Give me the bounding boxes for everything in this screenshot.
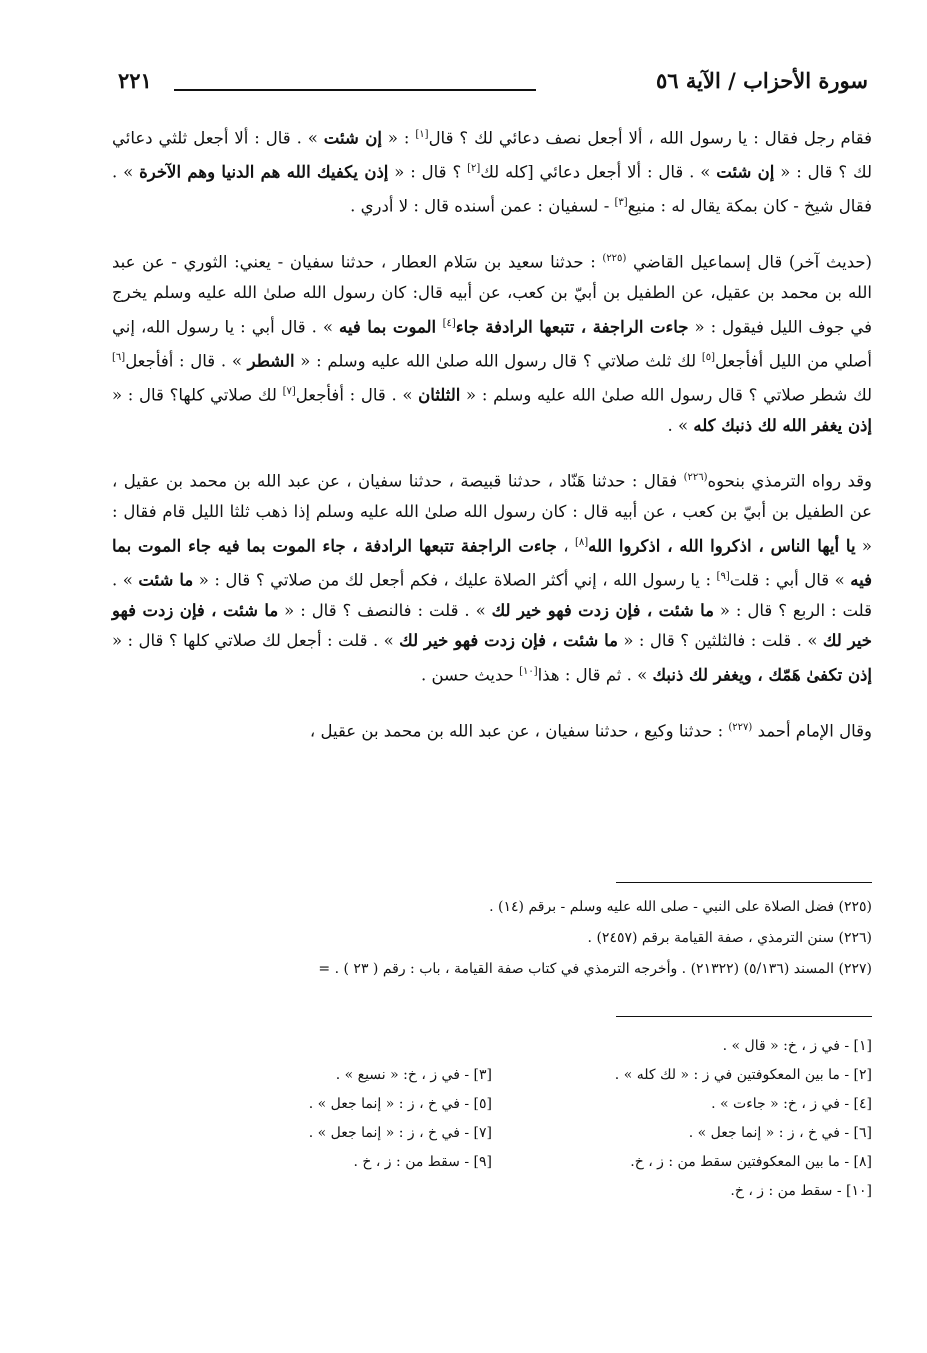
hadith-quote: جاءت الراجفة ، تتبعها الرادفة جاء — [455, 317, 689, 336]
hadith-quote: الموت بما فيه — [339, 317, 443, 336]
variant-marker: [٢] — [467, 163, 481, 174]
text-run: » . قال أبي : يا رسول الله، إني أصلي من الليل أفأجعل — [112, 317, 872, 370]
variant-note: [٥] - في خ ، ز : « إنما جعل » . — [308, 1096, 492, 1112]
text-run: » . قال : ألا أجعل ثلثي دعائي لك ؟ قال : « — [112, 128, 872, 182]
variant-marker: [٦] — [112, 351, 126, 363]
running-header — [118, 62, 868, 102]
variant-row — [112, 1090, 872, 1119]
variant-row — [112, 1119, 872, 1148]
variant-note: [١] - في ز ، خ: « قال » . — [722, 1038, 872, 1054]
variant-note: [٦] - في خ ، ز : « إنما جعل » . — [688, 1125, 872, 1141]
hadith-quote: الشطر — [247, 351, 295, 370]
footnote-marker: (٢٢٦) — [683, 472, 708, 483]
variant-marker: [١] — [415, 129, 429, 140]
variant-note: [٨] - ما بين المعكوفتين سقط من : ز ، خ. — [630, 1154, 872, 1170]
hadith-quote: الثلثان — [418, 385, 461, 404]
footnote-separator — [616, 882, 872, 883]
variants-separator — [616, 1016, 872, 1017]
hadith-quote: جاءت الراجفة تتبعها الرادفة ، جاء الموت بما فيه جاء الموت بما فيه — [112, 536, 873, 589]
variant-marker: [٣] — [614, 197, 628, 208]
footnote-226: (٢٢٦) سنن الترمذي ، صفة القيامة برقم (٢٤٥٧) . — [587, 930, 872, 946]
hadith-quote: ما شئت ، فإن زدت فهو خير لك — [112, 600, 872, 650]
manuscript-variants — [112, 1032, 872, 1206]
text-run: لك صلاتي كلها؟ قال : « — [112, 385, 283, 404]
variant-marker: [٩] — [716, 570, 730, 582]
footnote-marker: (٢٢٧) — [728, 721, 753, 733]
text-run: - لسفيان : عمن أسنده قال : لا أدري . — [350, 196, 615, 216]
hadith-quote: ما شئت ، فإن زدت فهو خير لك — [491, 600, 714, 620]
text-run: » . قلت : فالثلثين ؟ قال : « — [617, 631, 823, 650]
text-run: : حدثنا سعيد بن سَلام العطار ، حدثنا سفيان - يعني: الثوري - عن عبد الله بن محمد بن عقيل، عن الطفيل بن أبيّ بن كعب، عن أبيه قال: كان رسول الله صلىٰ الله عليه وسلم يخرج في جوف الليل فيقول : « — [112, 252, 872, 336]
surah-title: سورة الأحزاب / الآية ٥٦ — [656, 68, 868, 93]
text-run: » . قال : أفأجعل — [125, 351, 248, 370]
text-run: » . ثم قال : هذا — [537, 665, 653, 684]
hadith-quote: إن شئت — [323, 128, 382, 148]
variant-marker: [٨] — [574, 536, 589, 548]
text-run: » . قلت : أجعل لك صلاتي كلها ؟ قال : « — [112, 631, 400, 650]
hadith-quote: إذن تكفىٰ هَمّك ، ويغفر لك ذنبك — [652, 665, 872, 684]
paragraph-3 — [112, 463, 872, 691]
text-run: (حديث آخر) قال إسماعيل القاضي — [626, 252, 872, 272]
text-run: » . — [667, 415, 694, 435]
variant-row — [112, 1177, 872, 1206]
footnote-marker: (٢٢٥) — [602, 253, 627, 264]
footnotes — [112, 892, 872, 985]
text-run: » . فقال شيخ - كان بمكة يقال له : منيع — [112, 162, 872, 216]
text-run: لك ثلث صلاتي ؟ قال رسول الله صلىٰ الله عليه وسلم : « — [294, 351, 702, 370]
main-text — [112, 120, 872, 769]
paragraph-1 — [112, 120, 872, 222]
variant-marker: [٥] — [701, 351, 715, 363]
hadith-quote: إذن يكفيك الله هم الدنيا وهم الآخرة — [139, 162, 389, 182]
text-run: » . قال : أفأجعل — [295, 385, 419, 404]
variant-note: [٧] - في خ ، ز : « إنما جعل » . — [308, 1125, 492, 1141]
text-run: ؟ قال : « — [388, 162, 468, 182]
footnote-227: (٢٢٧) المسند (٥/١٣٦) (٢١٣٢٢) . وأخرجه الترمذي في كتاب صفة القيامة ، باب : رقم ( ٢٣ ) . = — [318, 961, 872, 977]
variant-note: [٢] - ما بين المعكوفتين في ز : « لك كله » . — [614, 1067, 872, 1083]
hadith-quote: يا أيها الناس ، اذكروا الله ، اذكروا الله — [588, 536, 856, 555]
text-run: وقد رواه الترمذي بنحوه — [707, 471, 872, 491]
header-rule — [174, 89, 536, 91]
text-run: » قال أبي : قلت — [729, 570, 851, 589]
variant-marker: [٧] — [282, 385, 296, 397]
variant-marker: [٤] — [442, 317, 456, 329]
paragraph-4 — [112, 713, 872, 747]
hadith-quote: إن شئت — [716, 162, 775, 182]
text-run: فقام رجل فقال : يا رسول الله ، ألا أجعل نصف دعائي لك ؟ قال — [428, 128, 873, 148]
hadith-quote: ما شئت — [138, 570, 194, 589]
text-run: : يا رسول الله ، إني أكثر الصلاة عليك ، فكم أجعل لك من صلاتي ؟ قال : « — [193, 570, 717, 589]
text-run: ، — [556, 536, 575, 555]
page-number: ٢٢١ — [118, 68, 152, 93]
text-run: حديث حسن . — [420, 665, 520, 684]
text-run: : « — [381, 128, 416, 148]
variant-note: [٩] - سقط من : ز ، خ . — [353, 1154, 492, 1170]
variant-note: [١٠] - سقط من : ز ، خ. — [730, 1183, 872, 1199]
text-run: وقال الإمام أحمد — [752, 721, 872, 740]
text-run: » . قلت : الربع ؟ قال : « — [112, 570, 872, 620]
variant-row — [112, 1148, 872, 1177]
variant-note: [٣] - في ز ، خ: « نسيع » . — [335, 1067, 492, 1083]
text-run: : حدثنا وكيع ، حدثنا سفيان ، عن عبد الله بن محمد بن عقيل ، — [309, 721, 729, 740]
hadith-quote: إذن يغفر الله لك ذنبك كله — [693, 415, 872, 435]
variant-row — [112, 1061, 872, 1090]
text-run: » . قال : ألا أجعل دعائي [كله لك — [480, 162, 717, 182]
hadith-quote: ما شئت ، فإن زدت فهو خير لك — [399, 631, 618, 650]
variant-marker: [١٠] — [519, 665, 538, 677]
text-run: فقال : حدثنا هَنّاد ، حدثنا قبيصة ، حدثنا سفيان ، عن عبد الله بن محمد بن عقيل ، عن الطفيل بن أبيّ بن كعب ، عن أبيه قال : كان رسول الله صلىٰ الله عليه وسلم إذا ذهب ثلثا الليل قام فقال : « — [112, 471, 872, 555]
text-run: » . قلت : فالنصف ؟ قال : « — [278, 600, 492, 620]
paragraph-2 — [112, 244, 872, 441]
variant-row — [112, 1032, 872, 1061]
variant-note: [٤] - في ز ، خ: « جاءت » . — [711, 1096, 872, 1112]
footnote-225: (٢٢٥) فضل الصلاة على النبي - صلى الله عليه وسلم - برقم (١٤) . — [489, 899, 872, 915]
text-run: لك شطر صلاتي ؟ قال رسول الله صلىٰ الله عليه وسلم : « — [460, 385, 873, 404]
